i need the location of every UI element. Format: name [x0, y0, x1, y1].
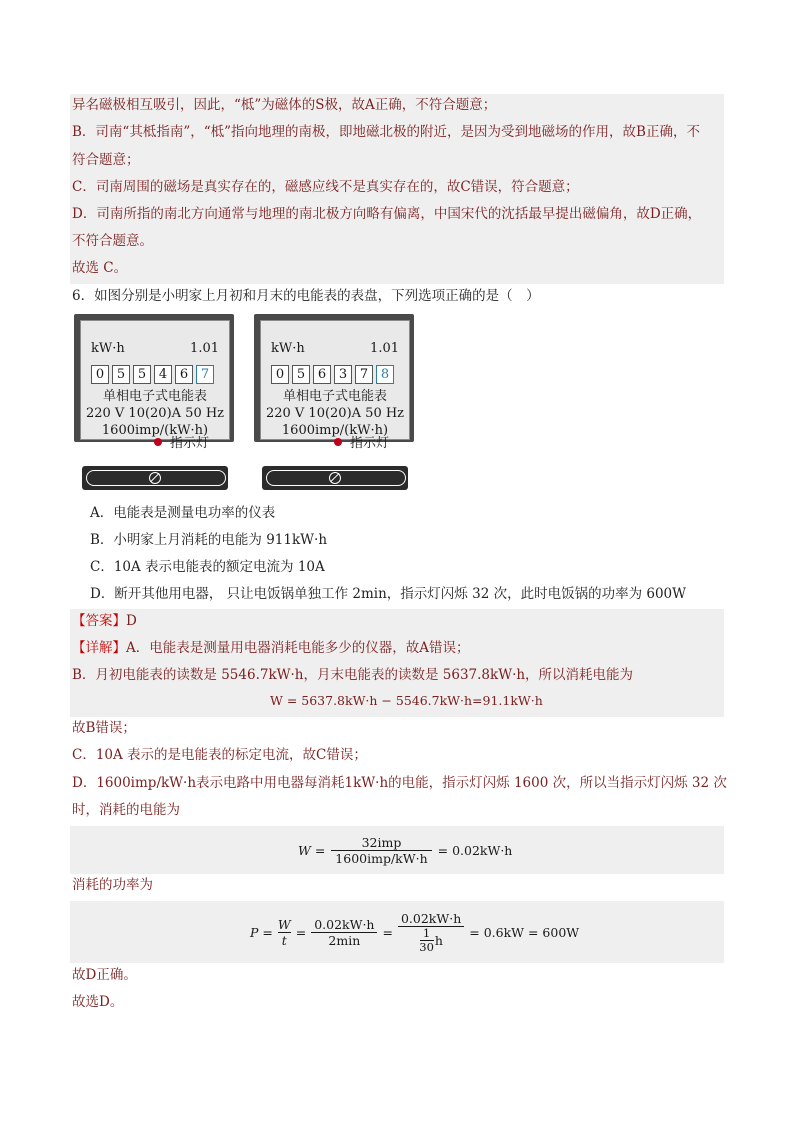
answer-value: D — [126, 613, 137, 629]
eq3-d1: 2min — [328, 932, 361, 948]
option-c: C．10A 表示电能表的额定电流为 10A — [90, 559, 325, 575]
meter-digit: 5 — [292, 365, 310, 384]
option-b: B．小明家上月消耗的电能为 911kW·h — [90, 532, 328, 548]
answer-line — [72, 612, 137, 630]
screw-slot-icon — [149, 472, 161, 484]
eq2-denominator: 1600imp/kW·h — [335, 850, 428, 866]
meter-digit: 4 — [154, 365, 172, 384]
eq3-w: W — [277, 916, 291, 932]
meter-digits — [91, 365, 214, 384]
meter-digit: 6 — [175, 365, 193, 384]
meter-digit: 0 — [91, 365, 109, 384]
meter-name: 单相电子式电能表 — [282, 389, 387, 404]
explanation-c: C．10A 表示的是电能表的标定电流，故C错误； — [72, 747, 367, 763]
eq3-frac-1 — [311, 917, 377, 948]
eq3-result: = 0.6kW = 600W — [469, 924, 580, 940]
eq2-rhs: = 0.02kW·h — [437, 842, 513, 858]
eq3-d2 — [419, 927, 443, 954]
eq3-t: t — [281, 932, 287, 948]
eq3-d2-den: 30 — [419, 939, 434, 954]
eq3-equals-2: = — [382, 924, 393, 940]
meter-constant: 1600imp/(kW·h) — [281, 423, 389, 438]
explanation-d-end: 故D正确。 — [72, 967, 137, 983]
meter-digit: 3 — [334, 365, 352, 384]
eq3-frac-w-t — [278, 917, 291, 948]
explanation-b-end: 故B错误； — [72, 720, 136, 736]
indicator-lamp-label: 指示灯 — [350, 436, 390, 451]
meter-unit: kW·h — [271, 341, 305, 356]
meter-version: 1.01 — [190, 341, 219, 356]
eq3-n2: 0.02kW·h — [400, 910, 462, 926]
power-label: 消耗的功率为 — [72, 877, 153, 893]
meter-digit: 0 — [271, 365, 289, 384]
meter-face — [80, 320, 230, 440]
equation-1: W = 5637.8kW·h − 5546.7kW·h=91.1kW·h — [270, 693, 543, 708]
prev-line-7: 故选 C。 — [72, 260, 128, 276]
equation-2 — [298, 830, 512, 870]
eq3-d2-num: 1 — [422, 925, 431, 940]
explanation-a — [72, 639, 470, 657]
meter-digit: 5 — [112, 365, 130, 384]
explanation-tag: 【详解】 — [72, 640, 126, 656]
meter-unit: kW·h — [91, 341, 125, 356]
meter-face — [260, 320, 410, 440]
eq3-equals-1: = — [295, 924, 307, 940]
meter-spec: 220 V 10(20)A 50 Hz — [85, 406, 225, 421]
prev-line-5: D．司南所指的南北方向通常与地理的南北极方向略有偏离，中国宋代的沈括最早提出磁偏角，故D正确， — [72, 206, 702, 222]
meter-version: 1.01 — [370, 341, 399, 356]
meter-spec: 220 V 10(20)A 50 Hz — [265, 406, 405, 421]
meter-digit: 7 — [355, 365, 373, 384]
prev-line-2: B．司南“其柢指南”，“柢”指向地理的南极，即地磁北极的附近，是因为受到地磁场的作用，故B正确，不 — [72, 124, 700, 140]
indicator-lamp-icon — [334, 438, 342, 446]
eq2-lhs: W = — [298, 842, 326, 858]
meter-digit-decimal: 7 — [196, 365, 214, 384]
meter-constant: 1600imp/(kW·h) — [101, 423, 209, 438]
indicator-lamp-icon — [154, 438, 162, 446]
prev-line-6: 不符合题意。 — [72, 233, 153, 249]
explanation-d-1: D．1600imp/kW·h表示电路中用电器每消耗1kW·h的电能，指示灯闪烁 1600 次，所以当指示灯闪烁 32 次 — [72, 775, 727, 791]
question-stem: 6．如图分别是小明家上月初和月末的电能表的表盘，下列选项正确的是（ ） — [72, 288, 540, 304]
indicator-lamp-label: 指示灯 — [170, 436, 210, 451]
answer-tag: 【答案】 — [72, 613, 126, 629]
eq3-d2-unit: h — [434, 932, 443, 948]
explanation-d-2: 时，消耗的电能为 — [72, 802, 180, 818]
eq3-d2-frac — [419, 927, 434, 954]
eq3-frac-2 — [398, 911, 464, 954]
equation-3 — [250, 903, 579, 961]
meter-start-of-month — [74, 314, 234, 496]
prev-line-1: 异名磁极相互吸引，因此，“柢”为磁体的S极，故A正确，不符合题意； — [72, 97, 497, 113]
explanation-a-text: A．电能表是测量用电器消耗电能多少的仪器，故A错误； — [126, 640, 470, 656]
meter-digit: 5 — [133, 365, 151, 384]
eq3-n1: 0.02kW·h — [314, 916, 375, 932]
explanation-b: B．月初电能表的读数是 5546.7kW·h，月末电能表的读数是 5637.8kW·h，所以消耗电能为 — [72, 667, 634, 683]
meter-base — [262, 466, 408, 490]
meter-name: 单相电子式电能表 — [102, 389, 207, 404]
meter-end-of-month — [254, 314, 414, 496]
prev-line-4: C．司南周围的磁场是真实存在的，磁感应线不是真实存在的，故C错误，符合题意； — [72, 179, 579, 195]
eq2-numerator: 32imp — [361, 834, 402, 850]
eq3-p: P = — [250, 924, 273, 940]
meter-digits — [271, 365, 394, 384]
eq2-fraction — [331, 835, 431, 866]
meter-digit: 6 — [313, 365, 331, 384]
screw-slot-icon — [329, 472, 341, 484]
meter-base — [82, 466, 228, 490]
prev-line-3: 符合题意； — [72, 152, 140, 168]
option-a: A．电能表是测量电功率的仪表 — [90, 505, 276, 521]
final-answer: 故选D。 — [72, 994, 124, 1010]
option-d: D．断开其他用电器， 只让电饭锅单独工作 2min，指示灯闪烁 32 次，此时电饭锅的功率为 600W — [90, 586, 687, 602]
meter-digit-decimal: 8 — [376, 365, 394, 384]
